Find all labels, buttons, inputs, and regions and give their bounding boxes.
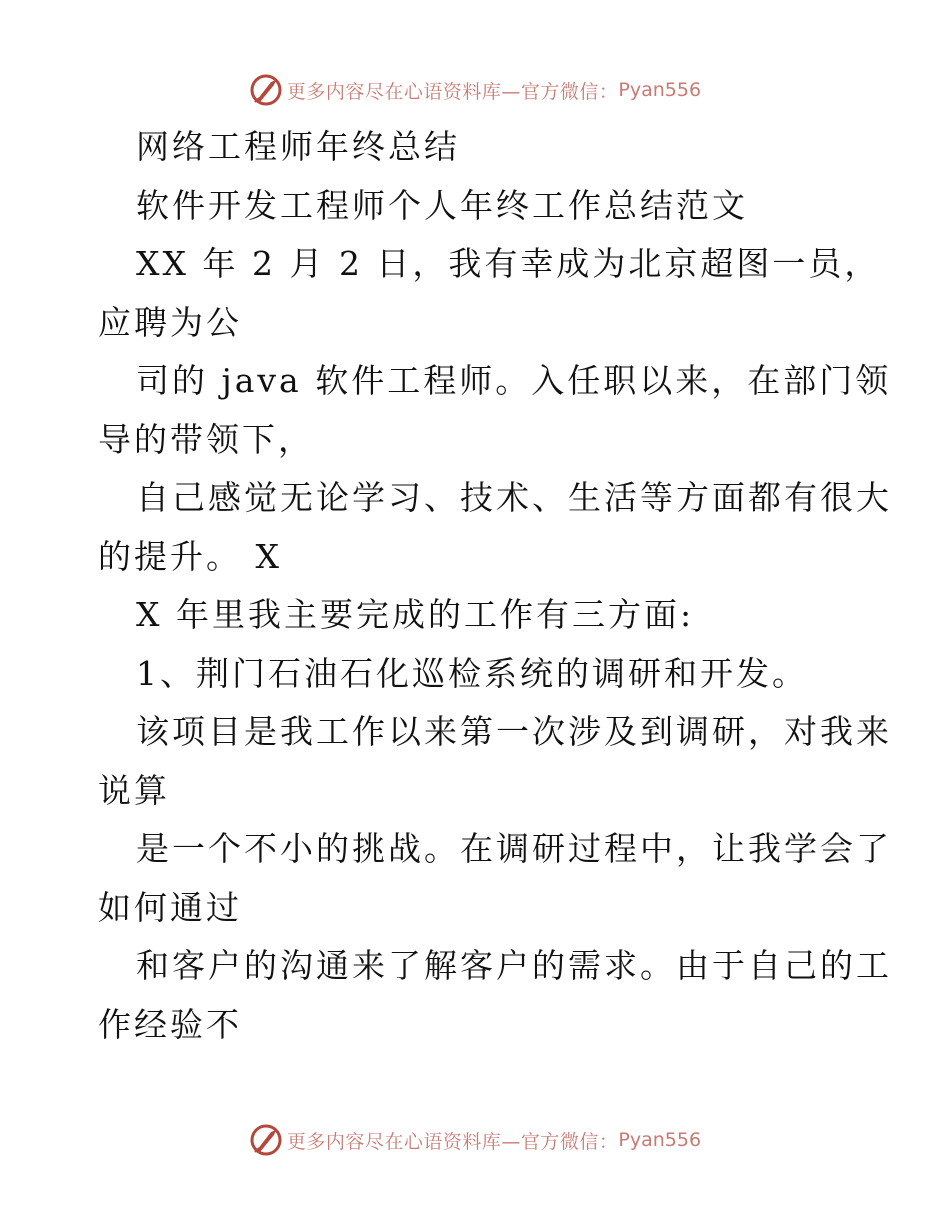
header-watermark [0, 70, 950, 110]
paragraph-line: 导的带领下， [98, 419, 314, 459]
document-title: 网络工程师年终总结 [136, 127, 460, 166]
quill-pen-circle-icon [249, 73, 283, 107]
document-subtitle: 软件开发工程师个人年终工作总结范文 [136, 185, 748, 225]
watermark-text: 更多内容尽在心语资料库—官方微信： [286, 1130, 619, 1153]
paragraph-line: 自己感觉无论学习、技术、生活等方面都有很大 [136, 478, 892, 517]
paragraph-line: 和客户的沟通来了解客户的需求。由于自己的工 [136, 946, 892, 985]
paragraph-line: XX 年 2 月 2 日，我有幸成为北京超图一员， [136, 244, 881, 283]
watermark-wechat-id: Pyan556 [618, 79, 702, 101]
footer-watermark [0, 1120, 950, 1160]
watermark-wechat-id: Pyan556 [618, 1129, 702, 1151]
paragraph-line: 该项目是我工作以来第一次涉及到调研，对我来 [136, 712, 892, 751]
watermark-text: 更多内容尽在心语资料库—官方微信： [286, 80, 619, 103]
paragraph-line: 是一个不小的挑战。在调研过程中，让我学会了 [136, 829, 892, 868]
paragraph-line: 司的 java 软件工程师。入任职以来，在部门领 [136, 361, 892, 400]
paragraph-line: 的提升。 X [98, 536, 282, 576]
paragraph-line: 应聘为公 [98, 302, 242, 342]
document-body [98, 118, 892, 1054]
paragraph-line: X 年里我主要完成的工作有三方面: [136, 595, 695, 634]
paragraph-line: 作经验不 [98, 1004, 242, 1044]
paragraph-line: 如何通过 [98, 887, 242, 927]
paragraph-line: 1、荆门石油石化巡检系统的调研和开发。 [136, 653, 808, 693]
quill-pen-circle-icon [249, 1123, 283, 1157]
paragraph-line: 说算 [98, 770, 170, 810]
